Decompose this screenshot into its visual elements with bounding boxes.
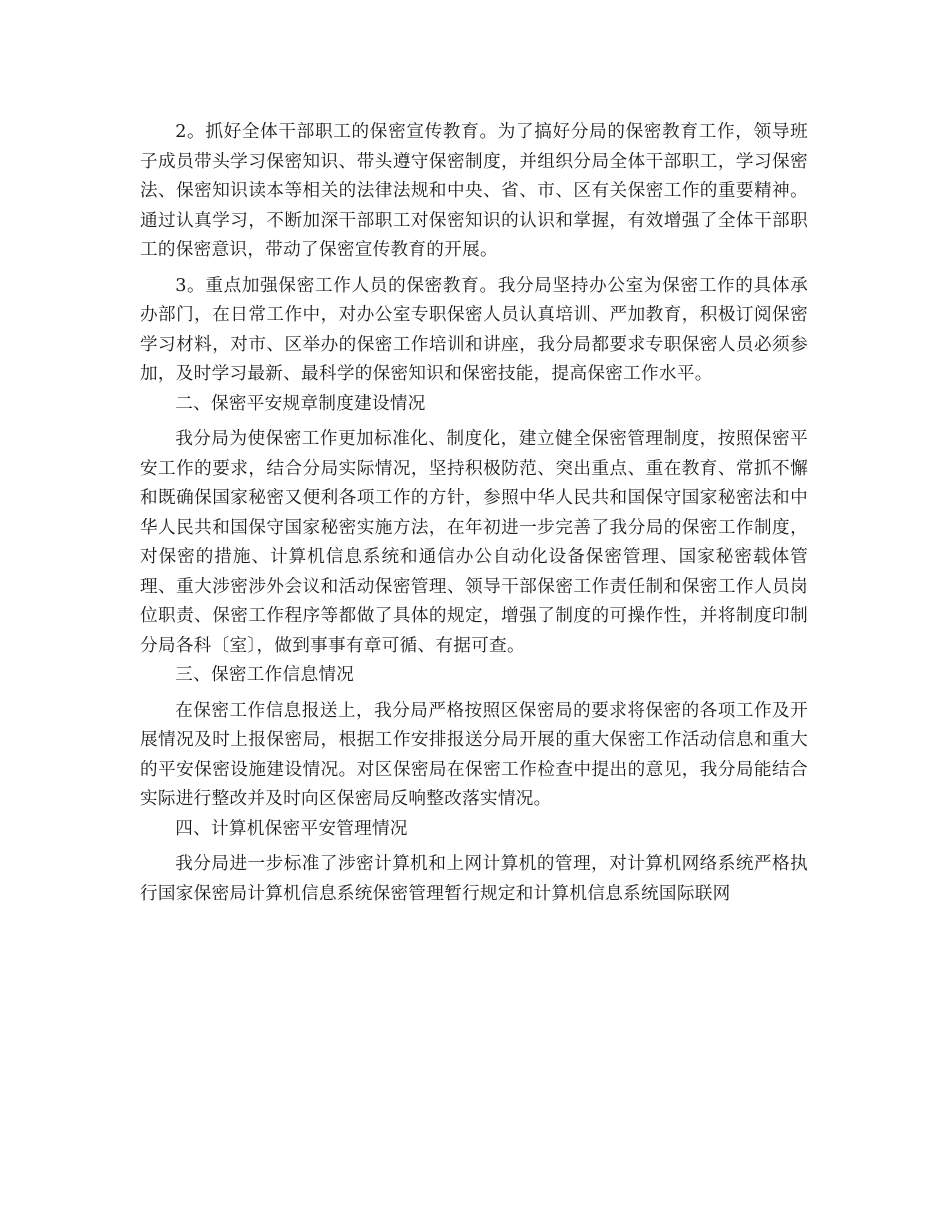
paragraph-item-3: 3。重点加强保密工作人员的保密教育。我分局坚持办公室为保密工作的具体承办部门，在日常工作中，对办公室专职保密人员认真培训、严加教育，积极订阅保密学习材料，对市、区举办的保密工作培训和讲座，我分局都要求专职保密人员必须参加，及时学习最新、最科学的保密知识和保密技能，提高保密工作水平。 (140, 275, 808, 384)
paragraph-regulations: 我分局为使保密工作更加标准化、制度化，建立健全保密管理制度，按照保密平安工作的要求，结合分局实际情况，坚持积极防范、突出重点、重在教育、常抓不懈和既确保国家秘密又便利各项工作的方针，参照中华人民共和国保守国家秘密法和中华人民共和国保守国家秘密实施方法，在年初进一步完善了我分局的保密工作制度，对保密的措施、计算机信息系统和通信办公自动化设备保密管理、国家秘密载体管理、重大涉密涉外会议和活动保密管理、领导干部保密工作责任制和保密工作人员岗位职责、保密工作程序等都做了具体的规定，增强了制度的可操作性，并将制度印制分局各科〔室〕，做到事事有章可循、有据可查。 (140, 429, 808, 656)
paragraph-computer-security: 我分局进一步标准了涉密计算机和上网计算机的管理，对计算机网络系统严格执行国家保密局计算机信息系统保密管理暂行规定和计算机信息系统国际联网 (140, 854, 808, 904)
section-heading-4: 四、计算机保密平安管理情况 (175, 818, 408, 839)
document-body (140, 118, 808, 909)
section-heading-3: 三、保密工作信息情况 (175, 665, 355, 685)
paragraph-information: 在保密工作信息报送上，我分局严格按照区保密局的要求将保密的各项工作及开展情况及时上报保密局，根据工作安排报送分局开展的重大保密工作活动信息和重大的平安保密设施建设情况。对区保密局在保密工作检查中提出的意见，我分局能结合实际进行整改并及时向区保密局反响整改落实情况。 (140, 700, 808, 809)
section-heading-2: 二、保密平安规章制度建设情况 (175, 393, 426, 414)
paragraph-item-2: 2。抓好全体干部职工的保密宣传教育。为了搞好分局的保密教育工作，领导班子成员带头学习保密知识、带头遵守保密制度，并组织分局全体干部职工，学习保密法、保密知识读本等相关的法律法规和中央、省、市、区有关保密工作的重要精神。通过认真学习，不断加深干部职工对保密知识的认识和掌握，有效增强了全体干部职工的保密意识，带动了保密宣传教育的开展。 (140, 122, 808, 260)
